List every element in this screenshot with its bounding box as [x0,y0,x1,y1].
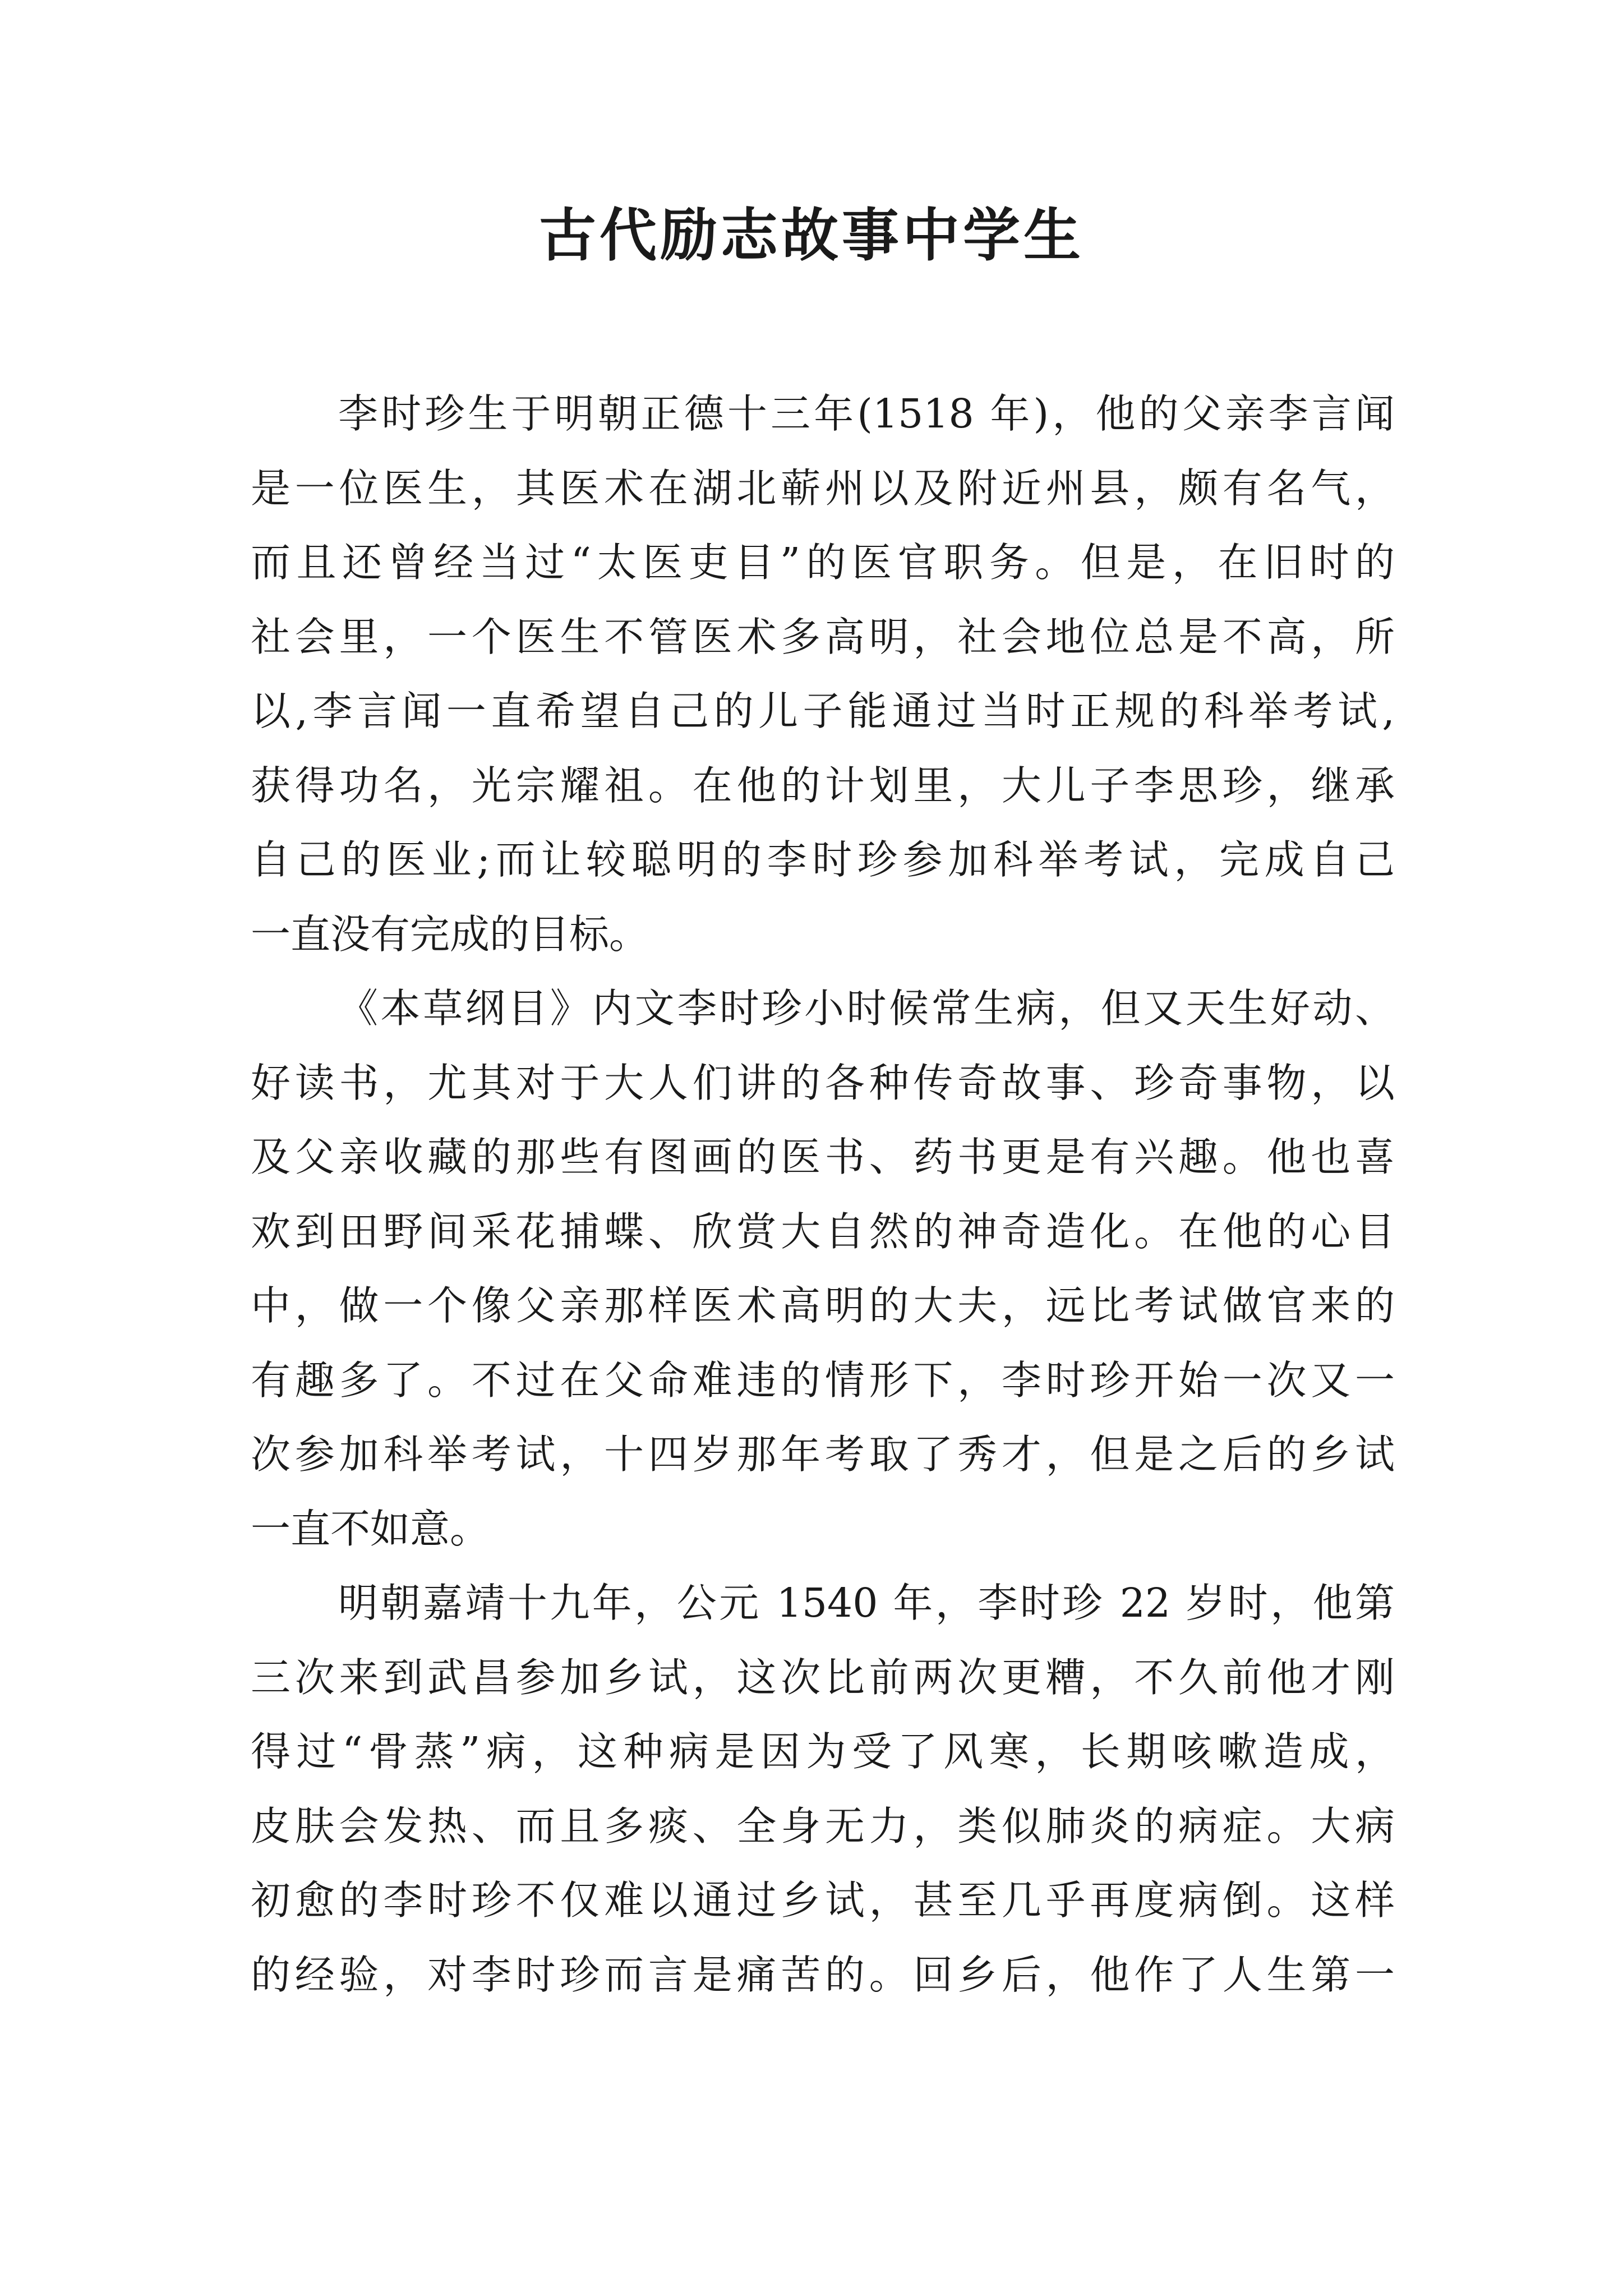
paragraph-2-line-2: 好读书，尤其对于大人们讲的各种传奇故事、珍奇事物，以 [251,1059,1395,1106]
paragraph-2-line-4: 欢到田野间采花捕蝶、欣赏大自然的神奇造化。在他的心目 [251,1208,1395,1255]
paragraph-2-line-5: 中，做一个像父亲那样医术高明的大夫，远比考试做官来的 [251,1282,1395,1329]
paragraph-1-line-1: 李时珍生于明朝正德十三年(1518 年)，他的父亲李言闻 [338,390,1395,437]
paragraph-1-line-3: 而且还曾经当过“太医吏目”的医官职务。但是，在旧时的 [251,539,1395,586]
paragraph-1-line-5: 以,李言闻一直希望自己的儿子能通过当时正规的科举考试, [251,688,1395,734]
document-title: 古代励志故事中学生 [539,202,1084,269]
paragraph-3-line-3: 得过“骨蒸”病，这种病是因为受了风寒，长期咳嗽造成， [251,1728,1395,1775]
paragraph-3-line-6: 的经验，对李时珍而言是痛苦的。回乡后，他作了人生第一 [251,1951,1395,1998]
paragraph-2-line-3: 及父亲收藏的那些有图画的医书、药书更是有兴趣。他也喜 [251,1134,1395,1180]
paragraph-2-line-7: 次参加科举考试，十四岁那年考取了秀才，但是之后的乡试 [251,1431,1395,1478]
paragraph-1-line-4: 社会里，一个医生不管医术多高明，社会地位总是不高，所 [251,613,1395,660]
document-body [251,377,1395,2012]
paragraph-1-line-8: 一直没有完成的目标。 [251,910,649,958]
paragraph-1-line-6: 获得功名，光宗耀祖。在他的计划里，大儿子李思珍，继承 [251,762,1395,809]
paragraph-2-line-8: 一直不如意。 [251,1505,490,1552]
paragraph-1-line-2: 是一位医生，其医术在湖北蕲州以及附近州县，颇有名气， [251,464,1395,512]
paragraph-3-line-4: 皮肤会发热、而且多痰、全身无力，类似肺炎的病症。大病 [251,1802,1395,1849]
paragraph-1-line-7: 自己的医业;而让较聪明的李时珍参加科举考试，完成自己 [251,836,1395,883]
paragraph-2-line-6: 有趣多了。不过在父命难违的情形下，李时珍开始一次又一 [251,1356,1395,1404]
paragraph-3-line-2: 三次来到武昌参加乡试，这次比前两次更糟，不久前他才刚 [251,1654,1395,1701]
paragraph-3-line-5: 初愈的李时珍不仅难以通过乡试，甚至几乎再度病倒。这样 [251,1877,1395,1924]
paragraph-3-line-1: 明朝嘉靖十九年，公元 1540 年，李时珍 22 岁时，他第 [338,1580,1395,1626]
paragraph-2-line-1: 《本草纲目》内文李时珍小时候常生病，但又天生好动、 [338,985,1395,1032]
